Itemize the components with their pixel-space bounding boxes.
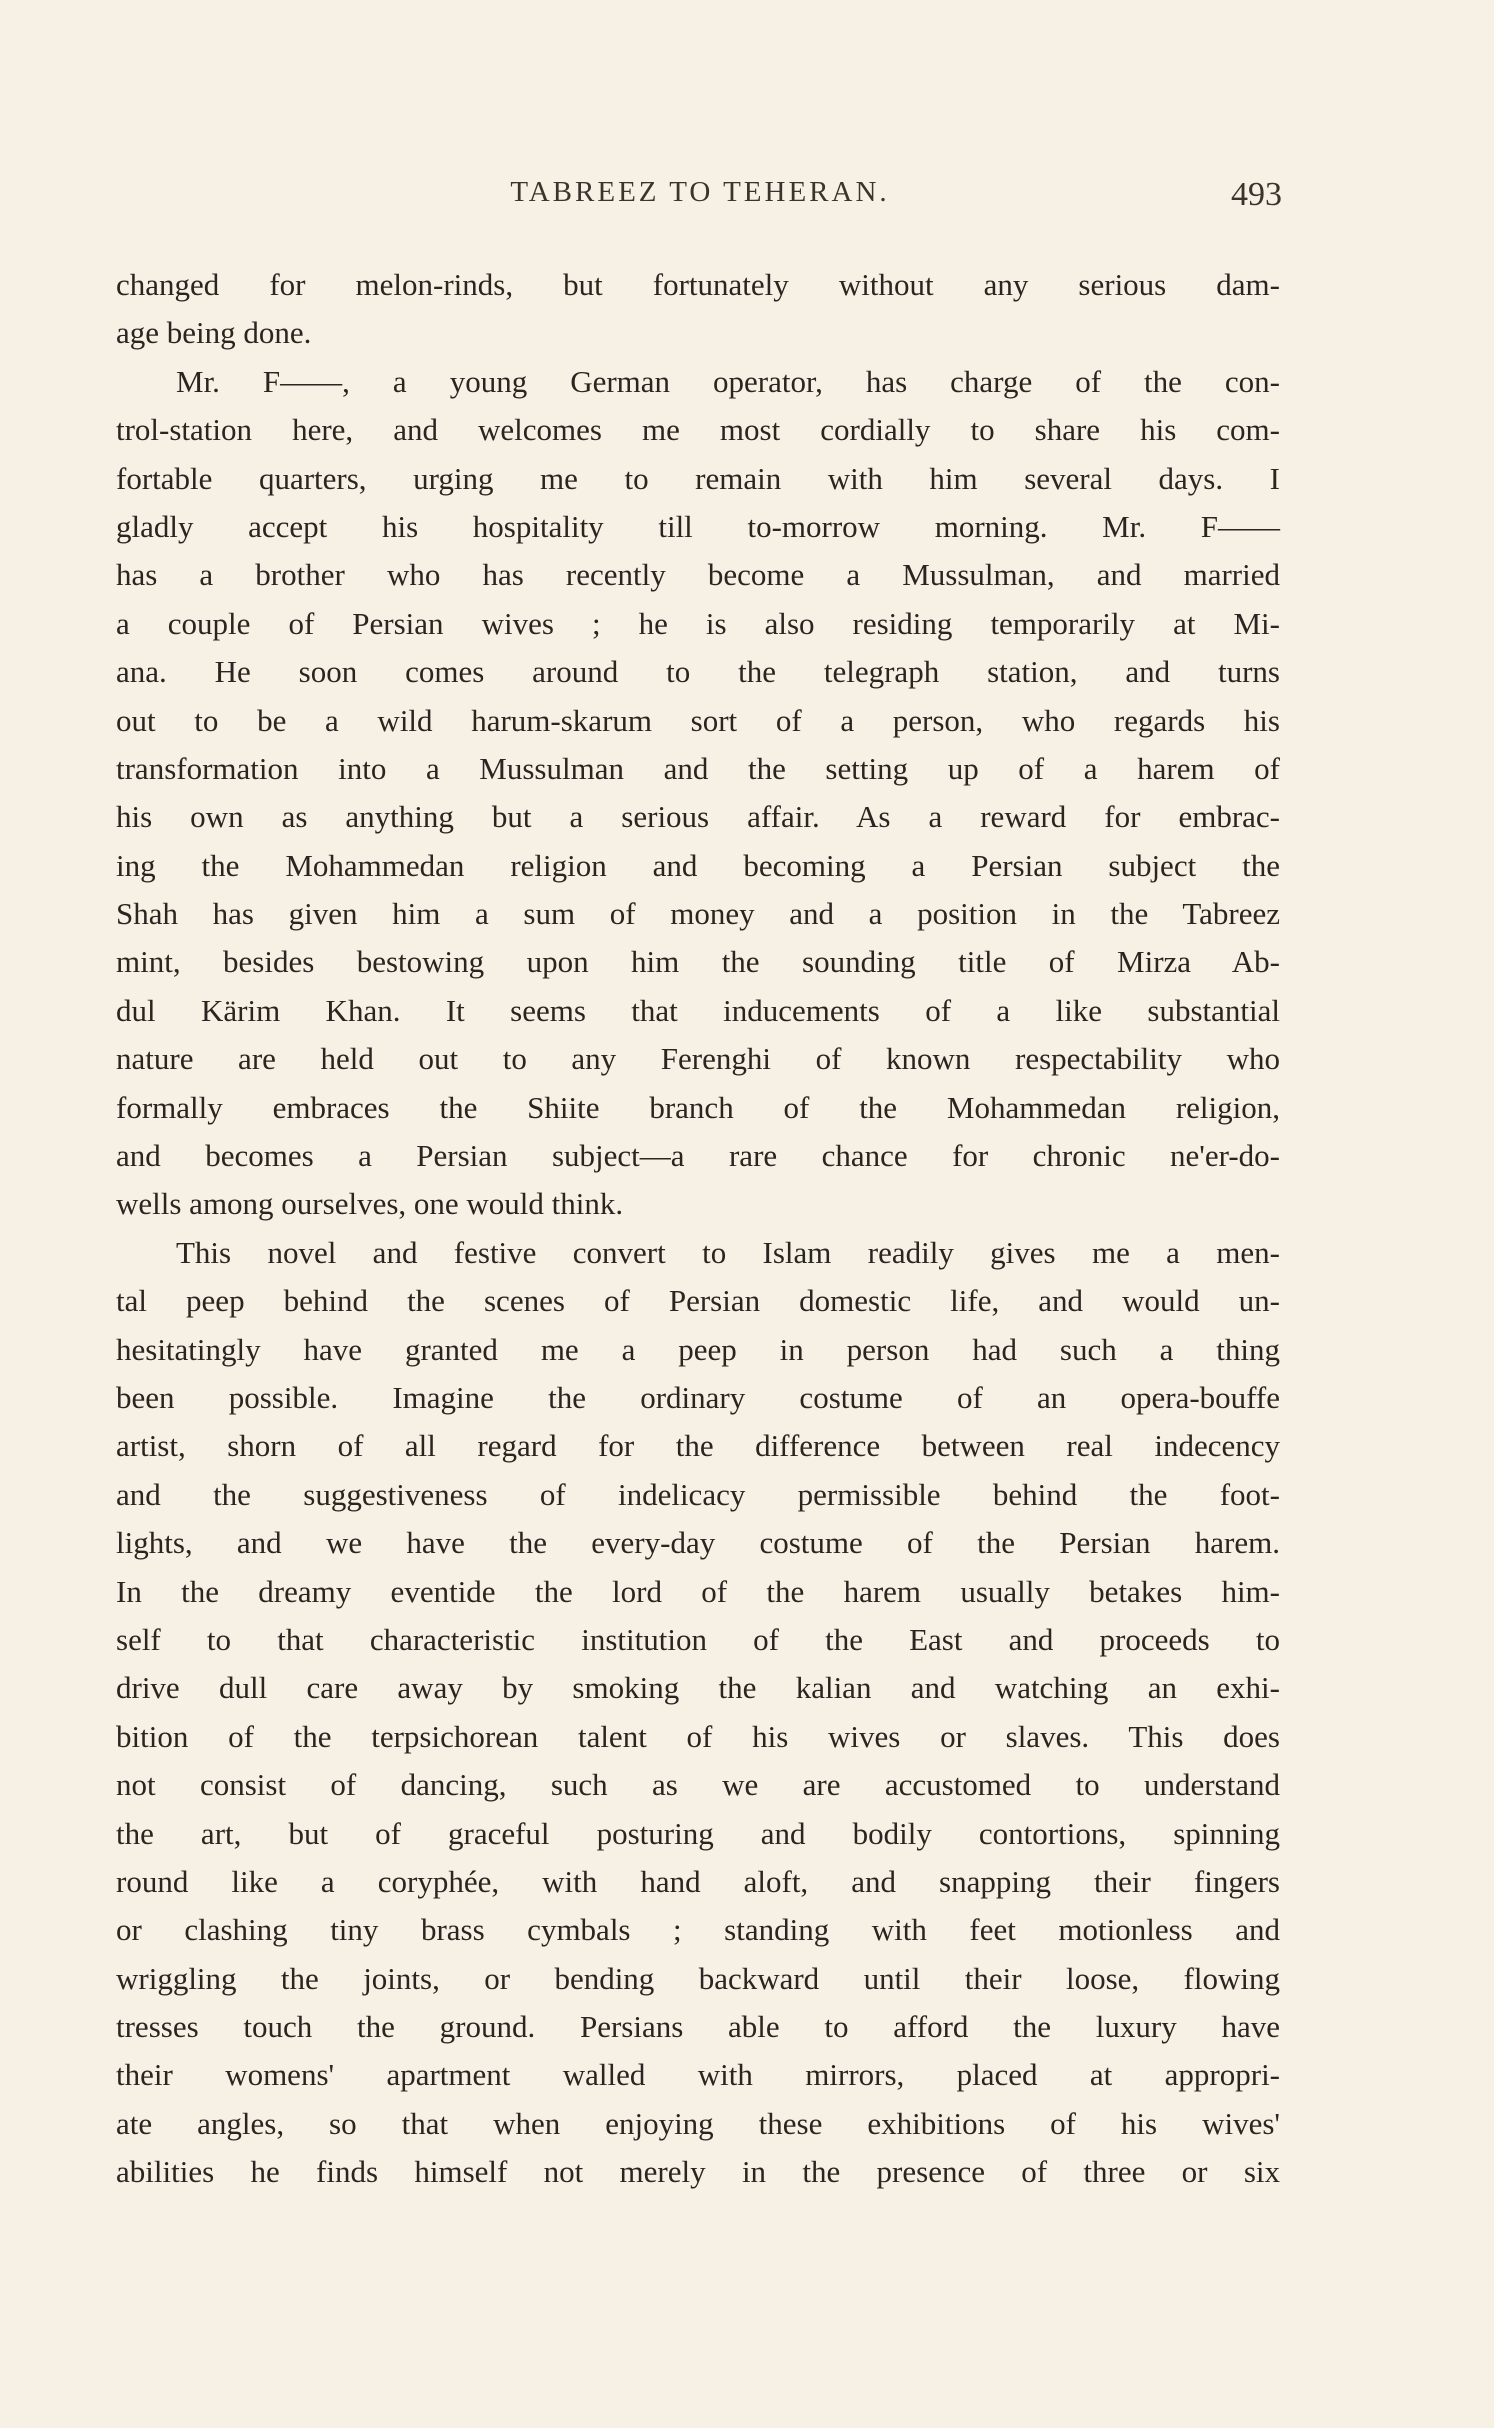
text-line: has a brother who has recently become a Mussulman, and married [116,557,1280,593]
text-line: ing the Mohammedan religion and becoming a Persian subject the [116,847,1280,883]
text-line: ate angles, so that when enjoying these exhibitions of his wives' [116,2105,1280,2141]
running-head [118,176,1282,216]
running-title: TABREEZ TO TEHERAN. [510,176,890,208]
text-line: changed for melon-rinds, but fortunately without any serious dam- [116,267,1280,302]
text-line: fortable quarters, urging me to remain with him several days. I [116,460,1280,496]
text-line: In the dreamy eventide the lord of the harem usually betakes him- [116,1573,1280,1609]
text-line: and becomes a Persian subject—a rare chance for chronic ne'er-do- [116,1138,1280,1174]
text-line: wells among ourselves, one would think. [116,1186,624,1222]
text-line: tal peep behind the scenes of Persian domestic life, and would un- [116,1283,1280,1319]
text-line: out to be a wild harum-skarum sort of a person, who regards his [116,702,1280,738]
text-line: formally embraces the Shiite branch of the Mohammedan religion, [116,1089,1280,1125]
text-line: abilities he finds himself not merely in the presence of three or six [116,2154,1280,2190]
text-line: his own as anything but a serious affair. As a reward for embrac- [116,799,1280,835]
text-line: a couple of Persian wives ; he is also residing temporarily at Mi- [116,605,1280,641]
text-line: artist, shorn of all regard for the difference between real indecency [116,1428,1280,1464]
text-line: not consist of dancing, such as we are accustomed to understand [116,1767,1280,1803]
text-line: mint, besides bestowing upon him the sounding title of Mirza Ab- [116,944,1280,980]
text-line: nature are held out to any Ferenghi of known respectability who [116,1041,1280,1077]
text-line: transformation into a Mussulman and the setting up of a harem of [116,750,1280,786]
text-line: or clashing tiny brass cymbals ; standing with feet motionless and [116,1912,1280,1948]
text-line: hesitatingly have granted me a peep in person had such a thing [116,1331,1280,1367]
text-line: the art, but of graceful posturing and bodily contortions, spinning [116,1815,1280,1851]
text-line: tresses touch the ground. Persians able to afford the luxury have [116,2009,1280,2045]
text-line: Mr. F——, a young German operator, has charge of the con- [176,363,1280,399]
text-line: bition of the terpsichorean talent of his wives or slaves. This does [116,1718,1280,1754]
text-line: gladly accept his hospitality till to-morrow morning. Mr. F—— [116,508,1280,544]
text-line: self to that characteristic institution of the East and proceeds to [116,1621,1280,1657]
text-line: and the suggestiveness of indelicacy permissible behind the foot- [116,1476,1280,1512]
text-line: wriggling the joints, or bending backward until their loose, flowing [116,1960,1280,1996]
text-line: been possible. Imagine the ordinary costume of an opera-bouffe [116,1379,1280,1415]
text-line: their womens' apartment walled with mirrors, placed at appropri- [116,2057,1280,2093]
text-line: ana. He soon comes around to the telegraph station, and turns [116,654,1280,690]
body-text [116,261,1280,2197]
text-line: round like a coryphée, with hand aloft, and snapping their fingers [116,1863,1280,1899]
text-line: trol-station here, and welcomes me most cordially to share his com- [116,412,1280,448]
text-line: This novel and festive convert to Islam readily gives me a men- [176,1234,1280,1270]
text-line: age being done. [116,315,312,351]
text-line: dul Kärim Khan. It seems that inducements of a like substantial [116,992,1280,1028]
page-number: 493 [1231,176,1282,213]
text-line: lights, and we have the every-day costume of the Persian harem. [116,1525,1280,1561]
text-line: drive dull care away by smoking the kalian and watching an exhi- [116,1670,1280,1706]
text-line: Shah has given him a sum of money and a position in the Tabreez [116,896,1280,932]
